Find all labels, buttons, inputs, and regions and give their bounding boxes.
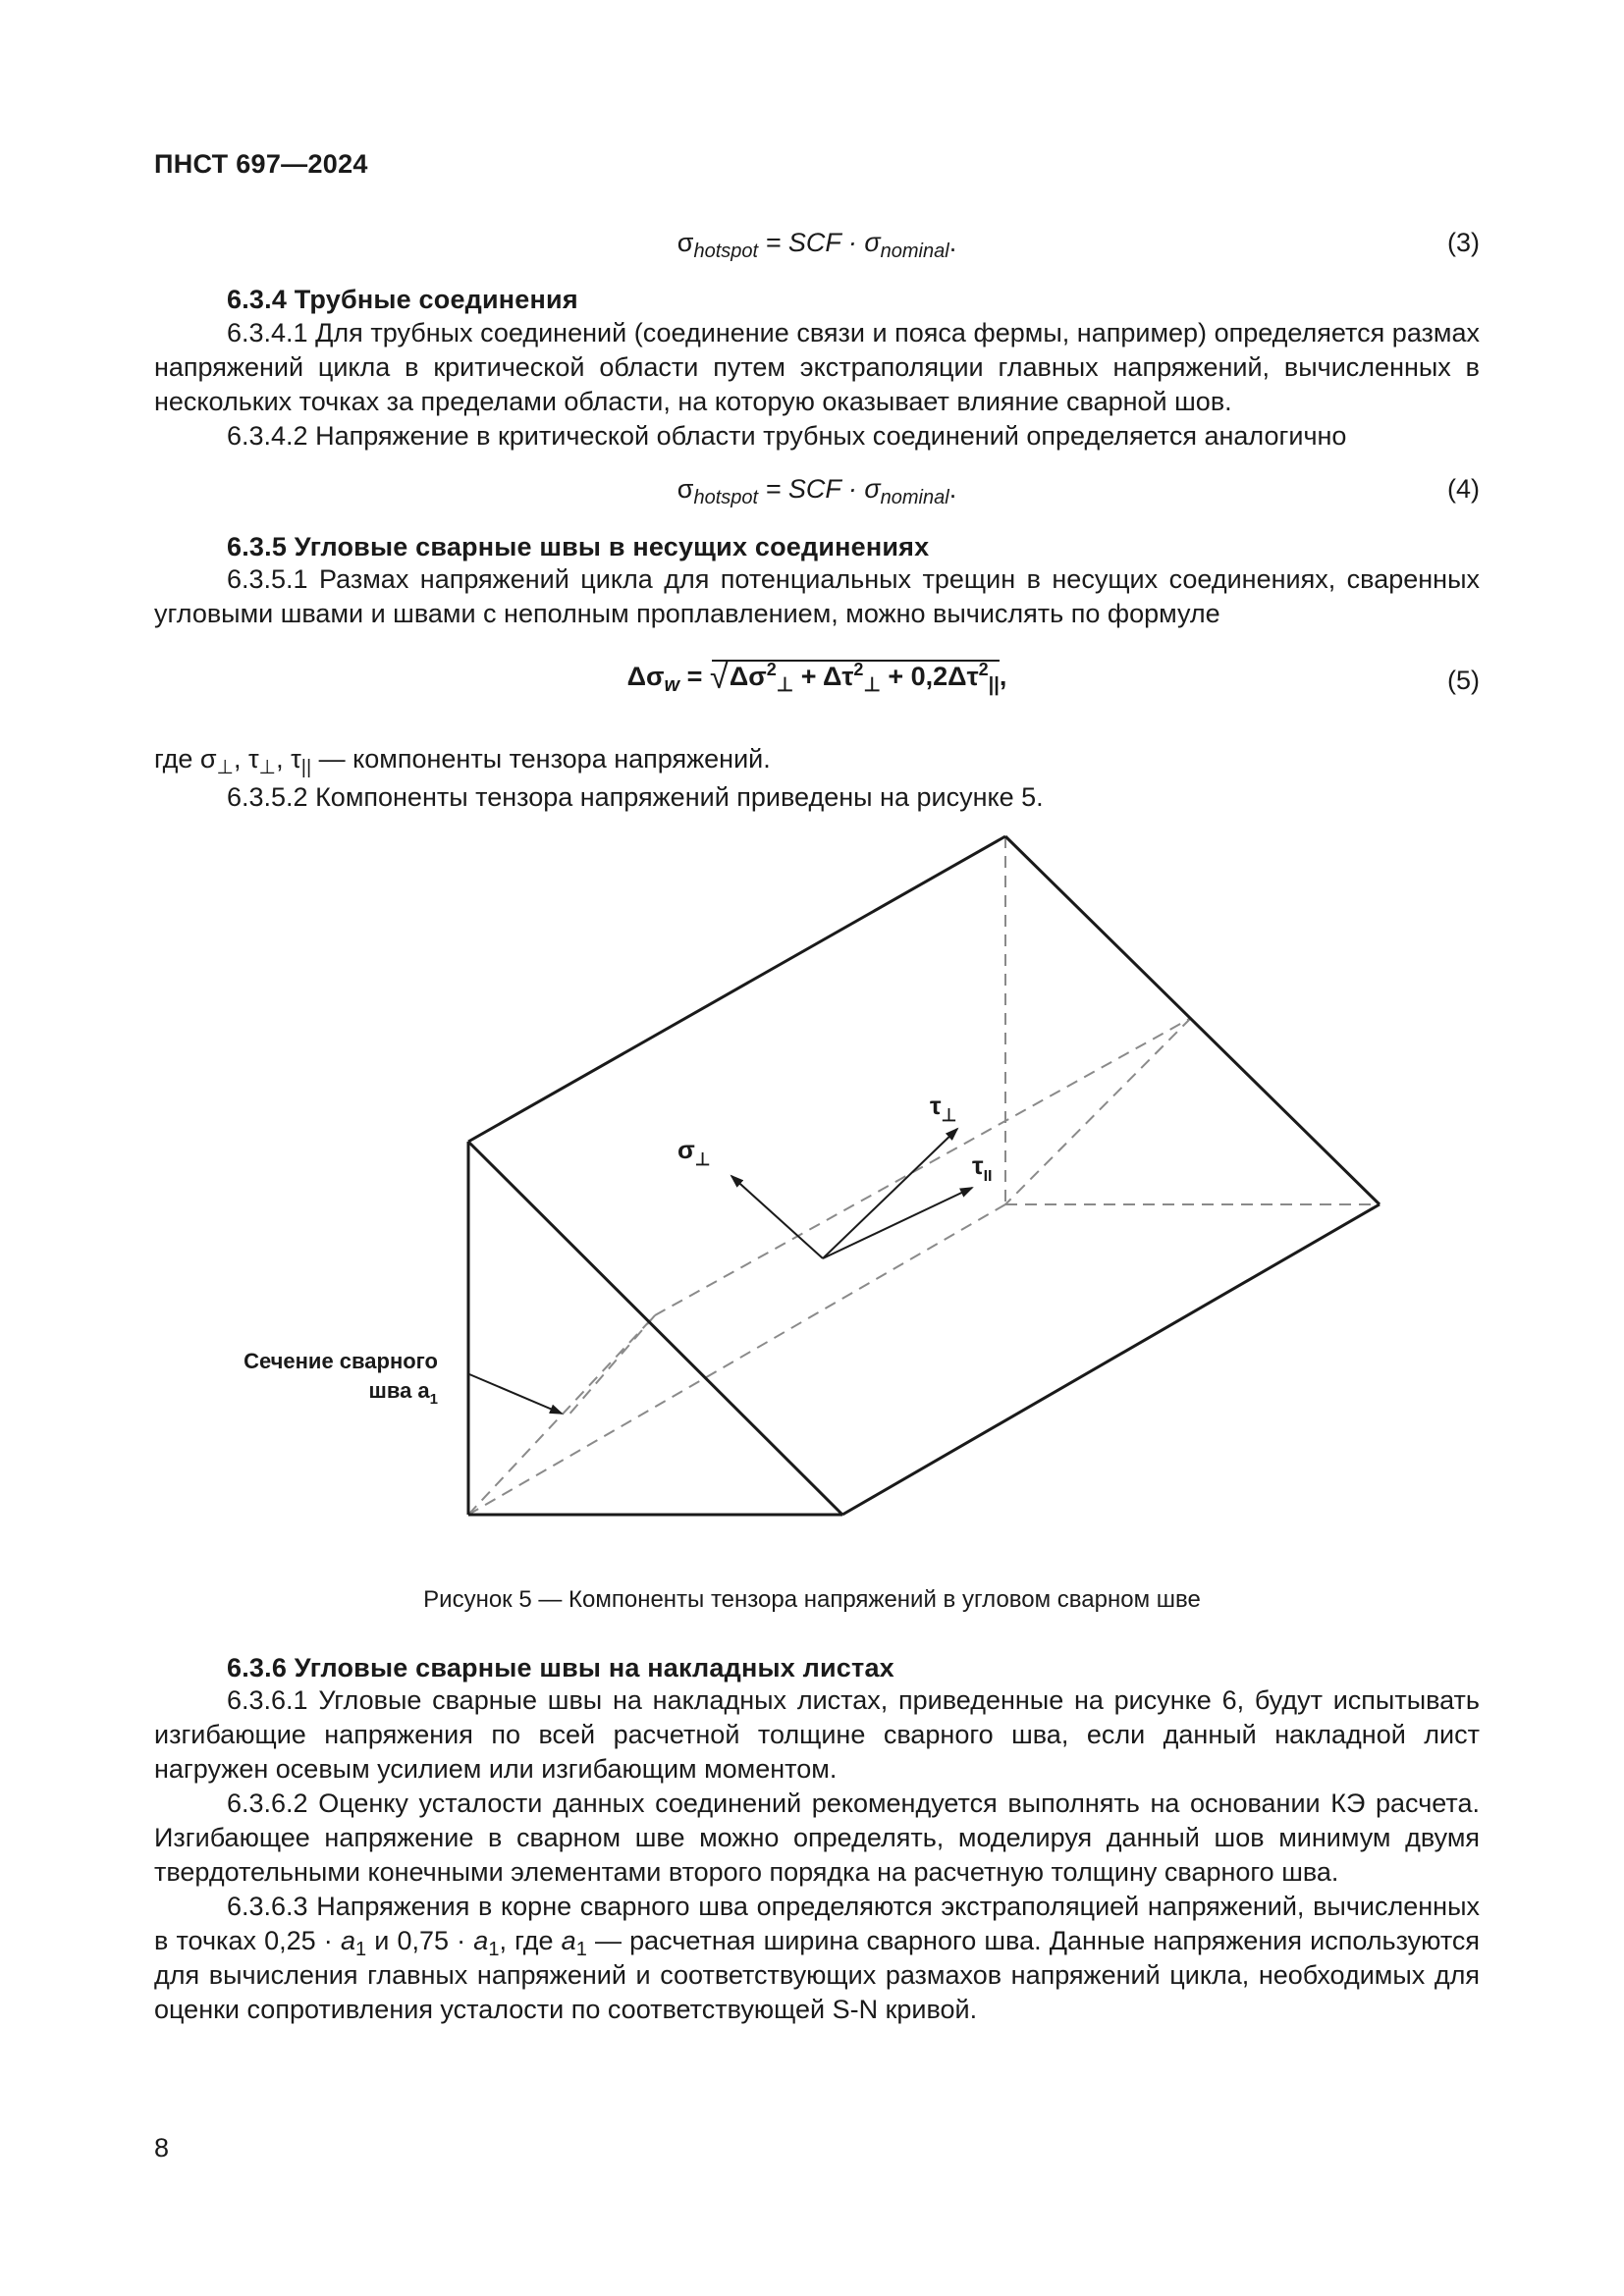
label-sigma-perp: $\sigma_\perp$ — [677, 1135, 711, 1169]
paragraph-where-clause: где $\sigma_\perp$, $\tau_\perp$, $\tau_{||}$ — компоненты тензора напряжений. — [154, 744, 771, 778]
section-pointer-arrow — [469, 1374, 562, 1414]
label-tau-perp: $\tau_\perp$ — [930, 1091, 957, 1125]
paragraph-6-3-6-2: 6.3.6.2 Оценку усталости данных соединений рекомендуется выполнять на основании КЭ расчета. Изгибающее напряжение в сварном шве можно определять, моделируя данный шов минимум двумя твердотельными конечными элементами второго порядка на расчетную толщину сварного шва. — [154, 1789, 1480, 1887]
equation-5 — [154, 660, 1480, 705]
section-6-3-6-heading: 6.3.6 Угловые сварные швы на накладных листах — [227, 1653, 894, 1682]
paragraph-6-3-5-2: 6.3.5.2 Компоненты тензора напряжений приведены на рисунке 5. — [227, 782, 1044, 812]
equation-3-formula: $\sigma_{hotspot}$ = SCF · $\sigma_{nominal}$. — [677, 228, 957, 262]
label-section-line1: Сечение сварного — [244, 1349, 438, 1373]
figure-labels — [244, 1091, 992, 1408]
visible-edges — [468, 836, 1380, 1515]
equation-4-formula: $\sigma_{hotspot}$ = SCF · $\sigma_{nominal}$. — [677, 474, 957, 508]
tau-parallel-arrow — [823, 1188, 972, 1258]
figure-5-caption: Рисунок 5 — Компоненты тензора напряжений в угловом сварном шве — [423, 1586, 1201, 1613]
figure-5 — [0, 815, 1624, 1571]
document-designation: ПНСТ 697—2024 — [154, 149, 368, 179]
section-6-3-4-heading: 6.3.4 Трубные соединения — [227, 285, 578, 314]
hidden-edge-section-front-lower — [468, 1315, 655, 1515]
sigma-perp-arrow — [731, 1176, 823, 1258]
page-number: 8 — [154, 2133, 170, 2163]
equation-4-number: (4) — [1447, 474, 1480, 504]
label-tau-parallel: $\tau_{II}$ — [972, 1150, 993, 1185]
paragraph-6-3-5-1: 6.3.5.1 Размах напряжений цикла для потенциальных трещин в несущих соединениях, сваренных угловыми швами и швами с неполным проплавлением, можно вычислять по формуле — [154, 564, 1480, 628]
figure-5-diagram — [0, 815, 1624, 1571]
equation-4 — [154, 474, 1480, 513]
edge-bottom-long — [842, 1204, 1380, 1515]
hidden-edge-section-back-lower — [1005, 1018, 1191, 1204]
paragraph-6-3-4-1: 6.3.4.1 Для трубных соединений (соединение связи и пояса фермы, например) определяется размах напряжений цикла в критической области путем экстраполяции главных напряжений, вычисленных в нескольких точках за пределами области, на которую оказывает влияние сварной шов. — [154, 318, 1480, 416]
equation-5-formula: $\Delta\sigma_w$ = √ $\Delta\sigma^2_\perp + \Delta\tau^2_\perp + 0,2\Delta\tau^2_{||}$, — [626, 659, 1007, 696]
section-6-3-5-heading: 6.3.5 Угловые сварные швы в несущих соединениях — [227, 532, 930, 561]
hidden-edge-section-front — [567, 1315, 655, 1417]
paragraph-6-3-4-2: 6.3.4.2 Напряжение в критической области трубных соединений определяется аналогично — [227, 421, 1347, 451]
edge-top-ridge — [468, 836, 1005, 1142]
stress-vectors — [469, 1129, 972, 1414]
paragraph-6-3-6-3: 6.3.6.3 Напряжения в корне сварного шва определяются экстраполяцией напряжений, вычисленных в точках $0,25 \cdot a_1$ и $0,75 \cdot a_1$, где $a_1$ — расчетная ширина сварного шва. Данные напряжения используются для вычисления главных напряжений и соответствующих размахов напряжений цикла, необходимых для оценки сопротивления усталости по соответствующей S-N кривой. — [154, 1892, 1481, 2024]
label-section-line2: шва $a_1$ — [368, 1378, 438, 1408]
equation-3-number: (3) — [1447, 228, 1480, 257]
equation-3 — [154, 228, 1480, 267]
hidden-edge-section-ridge — [655, 1018, 1191, 1315]
tau-perp-arrow — [823, 1129, 957, 1258]
hidden-edges — [468, 836, 1380, 1515]
paragraph-6-3-6-1: 6.3.6.1 Угловые сварные швы на накладных листах, приведенные на рисунке 6, будут испытывать изгибающие напряжения по всей расчетной толщине сварного шва, если данный накладной лист нагружен осевым усилием или изгибающим моментом. — [154, 1685, 1480, 1784]
equation-5-number: (5) — [1447, 666, 1480, 695]
edge-front-hypotenuse — [468, 1142, 842, 1515]
